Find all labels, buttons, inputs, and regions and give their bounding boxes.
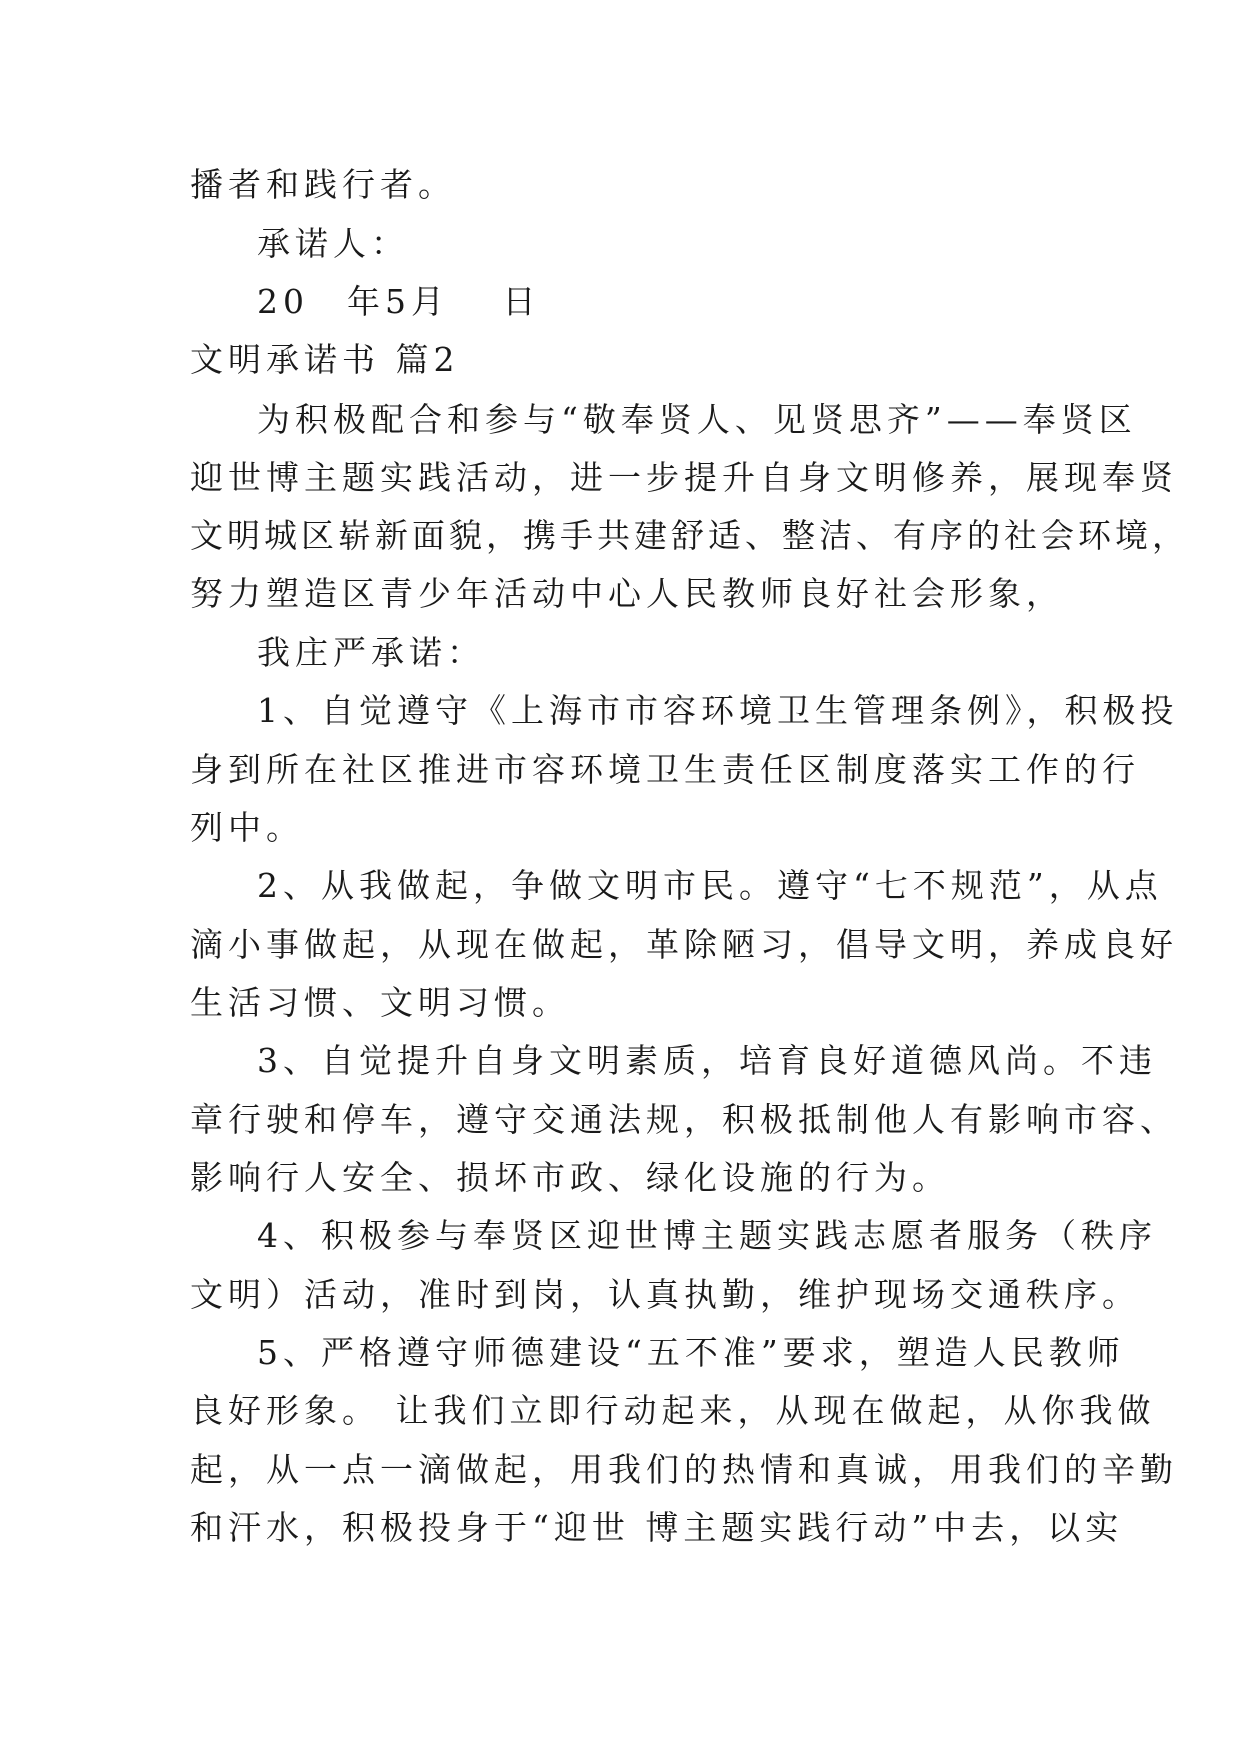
text-line: 文明城区崭新面貌，携手共建舒适、整洁、有序的社会环境， bbox=[190, 516, 1189, 555]
signer-label: 承诺人： bbox=[257, 224, 409, 263]
text-line: 身到所在社区推进市容环境卫生责任区制度落实工作的行 bbox=[190, 750, 1140, 789]
text-line: 良好形象。 让我们立即行动起来，从现在做起，从你我做 bbox=[190, 1391, 1156, 1430]
text-line: 滴小事做起，从现在做起，革除陋习，倡导文明，养成良好 bbox=[190, 925, 1178, 964]
section-heading: 文明承诺书 篇2 bbox=[190, 340, 460, 379]
date-line: 20 年5月 日 bbox=[257, 282, 541, 321]
text-line: 生活习惯、文明习惯。 bbox=[190, 983, 570, 1022]
text-line: 3、自觉提升自身文明素质，培育良好道德风尚。不违 bbox=[257, 1041, 1157, 1080]
text-line: 努力塑造区青少年活动中心人民教师良好社会形象， bbox=[190, 574, 1064, 613]
text-line: 列中。 bbox=[190, 808, 304, 847]
text-line: 影响行人安全、损坏市政、绿化设施的行为。 bbox=[190, 1158, 950, 1197]
text-line: 文明）活动，准时到岗，认真执勤，维护现场交通秩序。 bbox=[190, 1275, 1140, 1314]
text-line: 和汗水，积极投身于“迎世 博主题实践行动”中去，以实 bbox=[190, 1508, 1124, 1547]
text-line: 1、自觉遵守《上海市市容环境卫生管理条例》，积极投 bbox=[257, 691, 1179, 730]
text-line: 5、严格遵守师德建设“五不准”要求，塑造人民教师 bbox=[257, 1333, 1125, 1372]
text-line: 我庄严承诺： bbox=[257, 633, 485, 672]
text-line: 播者和践行者。 bbox=[190, 165, 456, 204]
text-line: 章行驶和停车，遵守交通法规，积极抵制他人有影响市容、 bbox=[190, 1100, 1178, 1139]
text-line: 为积极配合和参与“敬奉贤人、见贤思齐”——奉贤区 bbox=[257, 400, 1137, 439]
text-line: 2、从我做起，争做文明市民。遵守“七不规范”，从点 bbox=[257, 866, 1163, 905]
text-line: 迎世博主题实践活动，进一步提升自身文明修养，展现奉贤 bbox=[190, 458, 1178, 497]
text-line: 4、积极参与奉贤区迎世博主题实践志愿者服务（秩序 bbox=[257, 1216, 1157, 1255]
text-line: 起，从一点一滴做起，用我们的热情和真诚，用我们的辛勤 bbox=[190, 1450, 1178, 1489]
